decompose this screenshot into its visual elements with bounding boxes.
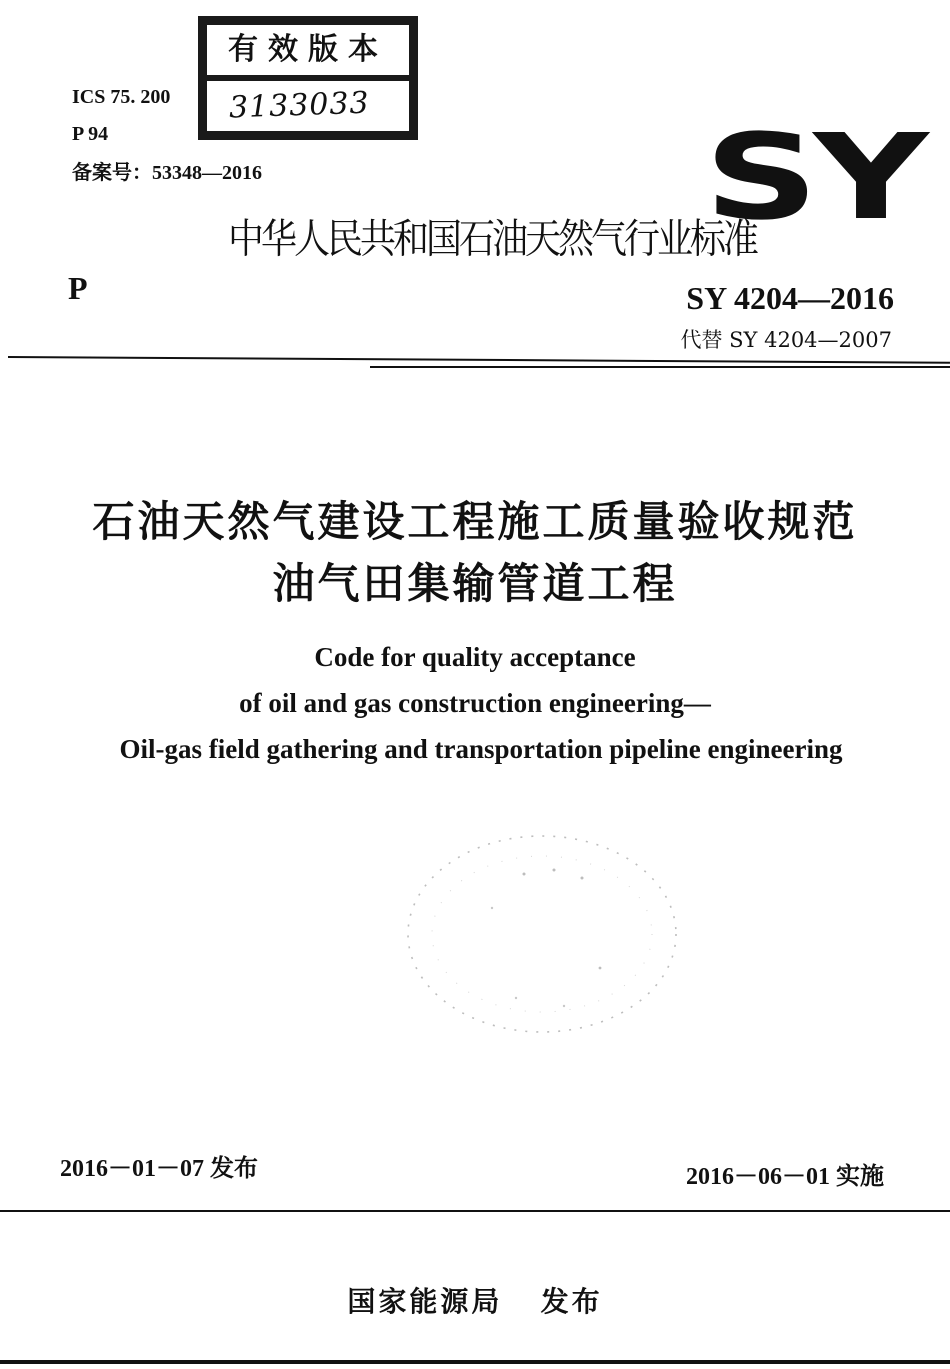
replaces-standard: 代替 SY 4204—2007	[680, 328, 892, 352]
title-chinese-line-1: 石油天然气建设工程施工质量验收规范	[92, 497, 858, 546]
footer-rule	[0, 1210, 950, 1212]
record-number: 备案号：53348—2016	[72, 162, 262, 184]
issue-date: 2016－01－07 发布	[60, 1156, 258, 1182]
industry-standard-name: 中华人民共和国石油天然气行业标准	[228, 216, 757, 263]
p-code: P 94	[72, 123, 109, 145]
faint-seal-icon	[404, 830, 684, 1040]
publisher: 国家能源局 发布	[347, 1285, 603, 1318]
stamp-title: 有效版本	[228, 32, 388, 67]
title-english-line-3: Oil-gas field gathering and transportation pipeline engineering	[119, 734, 843, 764]
stamp-handwritten-number: 3133033	[228, 85, 371, 126]
valid-version-stamp	[198, 16, 418, 140]
header-rule	[8, 356, 950, 364]
stamp-divider	[207, 75, 409, 81]
title-english-line-2: of oil and gas construction engineering—	[239, 688, 711, 718]
ics-code: ICS 75. 200	[72, 86, 171, 108]
header-rule-secondary	[370, 366, 950, 368]
stamp-body	[207, 25, 409, 131]
title-english-line-1: Code for quality acceptance	[314, 642, 636, 672]
classification-letter: P	[68, 270, 88, 306]
page-bottom-rule	[0, 1360, 950, 1364]
standard-number: SY 4204—2016	[686, 280, 894, 316]
title-chinese-line-2: 油气田集输管道工程	[272, 559, 678, 608]
effective-date: 2016－06－01 实施	[686, 1164, 884, 1190]
sy-logo: SY	[704, 108, 924, 246]
